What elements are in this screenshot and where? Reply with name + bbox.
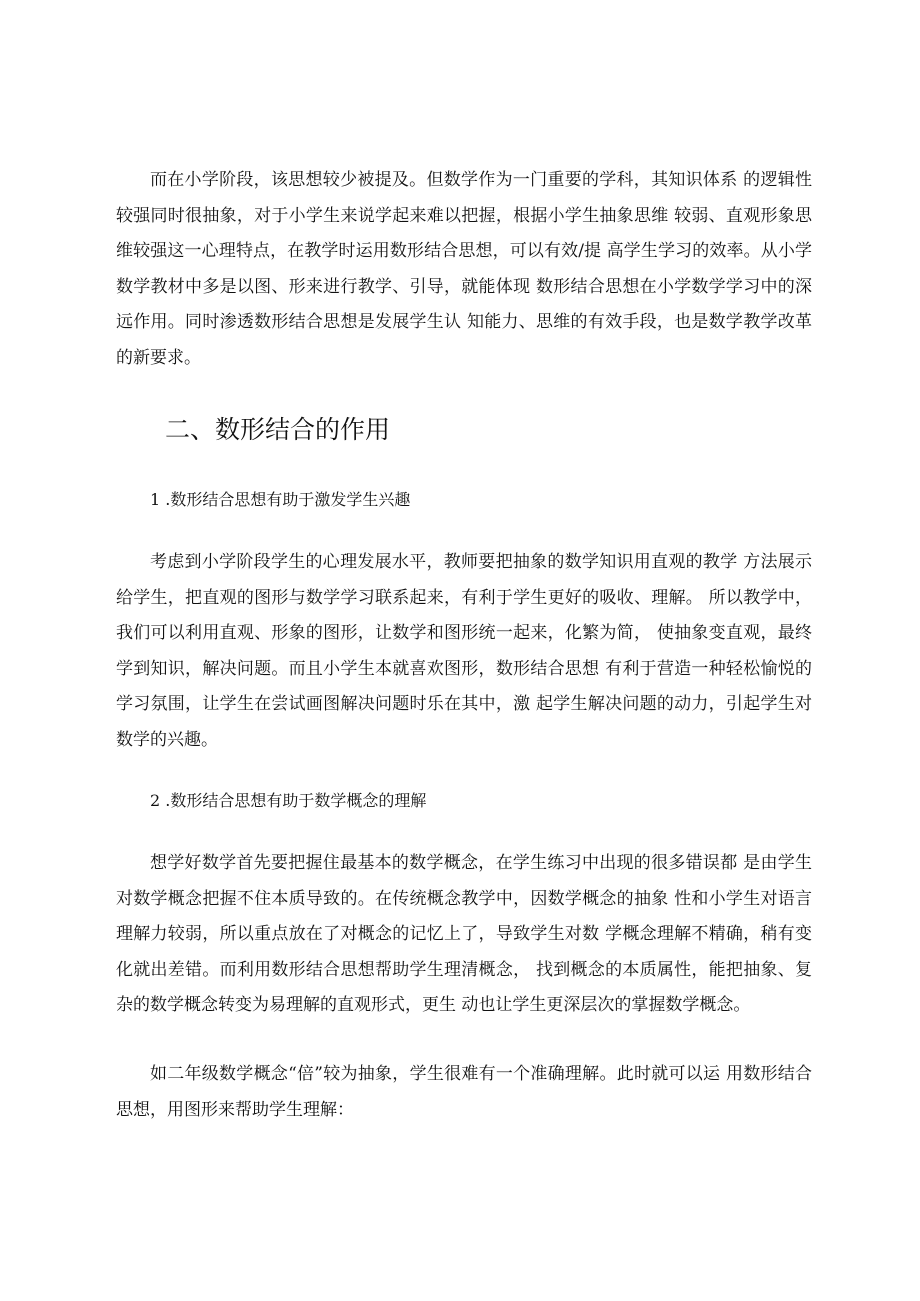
subsection-2-paragraph: 想学好数学首先要把握住最基本的数学概念，在学生练习中出现的很多错误都 是由学生对数学概念把握不住本质导致的。在传统概念教学中，因数学概念的抽象 性和小学生对语言理解力较弱，所以重点放在了对概念的记忆上了，导致学生对数 学概念理解不精确，稍有变化就出差错。而利用数形结合思想帮助学生理清概念， 找到概念的本质属性，能把抽象、复杂的数学概念转变为易理解的直观形式，更生 动也让学生更深层次的掌握数学概念。 bbox=[116, 853, 812, 1015]
example-paragraph: 如二年级数学概念“倍”较为抽象，学生很难有一个准确理解。此时就可以运 用数形结合思想，用图形来帮助学生理解： bbox=[116, 1064, 812, 1120]
subsection-1-title: 1 .数形结合思想有助于激发学生兴趣 bbox=[150, 490, 411, 509]
subsection-2-title: 2 .数形结合思想有助于数学概念的理解 bbox=[150, 791, 427, 810]
subsection-1-paragraph: 考虑到小学阶段学生的心理发展水平，教师要把抽象的数学知识用直观的教学 方法展示给学生，把直观的图形与数学学习联系起来，有利于学生更好的吸收、理解。 所以教学中，我们可以利用直观、形象的图形，让数学和图形统一起来，化繁为简， 使抽象变直观，最终学到知识，解决问题。而且小学生本就喜欢图形，数形结合思想 有利于营造一种轻松愉悦的学习氛围，让学生在尝试画图解决问题时乐在其中，激 起学生解决问题的动力，引起学生对数学的兴趣。 bbox=[116, 552, 812, 750]
intro-paragraph: 而在小学阶段，该思想较少被提及。但数学作为一门重要的学科，其知识体系 的逻辑性较强同时很抽象，对于小学生来说学起来难以把握，根据小学生抽象思维 较弱、直观形象思维较强这一心理特点，在教学时运用数形结合思想，可以有效/提 高学生学习的效率。从小学数学教材中多是以图、形来进行教学、引导，就能体现 数形结合思想在小学数学学习中的深远作用。同时渗透数形结合思想是发展学生认 知能力、思维的有效手段，也是数学教学改革的新要求。 bbox=[116, 170, 812, 368]
section-heading: 二、数形结合的作用 bbox=[165, 415, 391, 444]
